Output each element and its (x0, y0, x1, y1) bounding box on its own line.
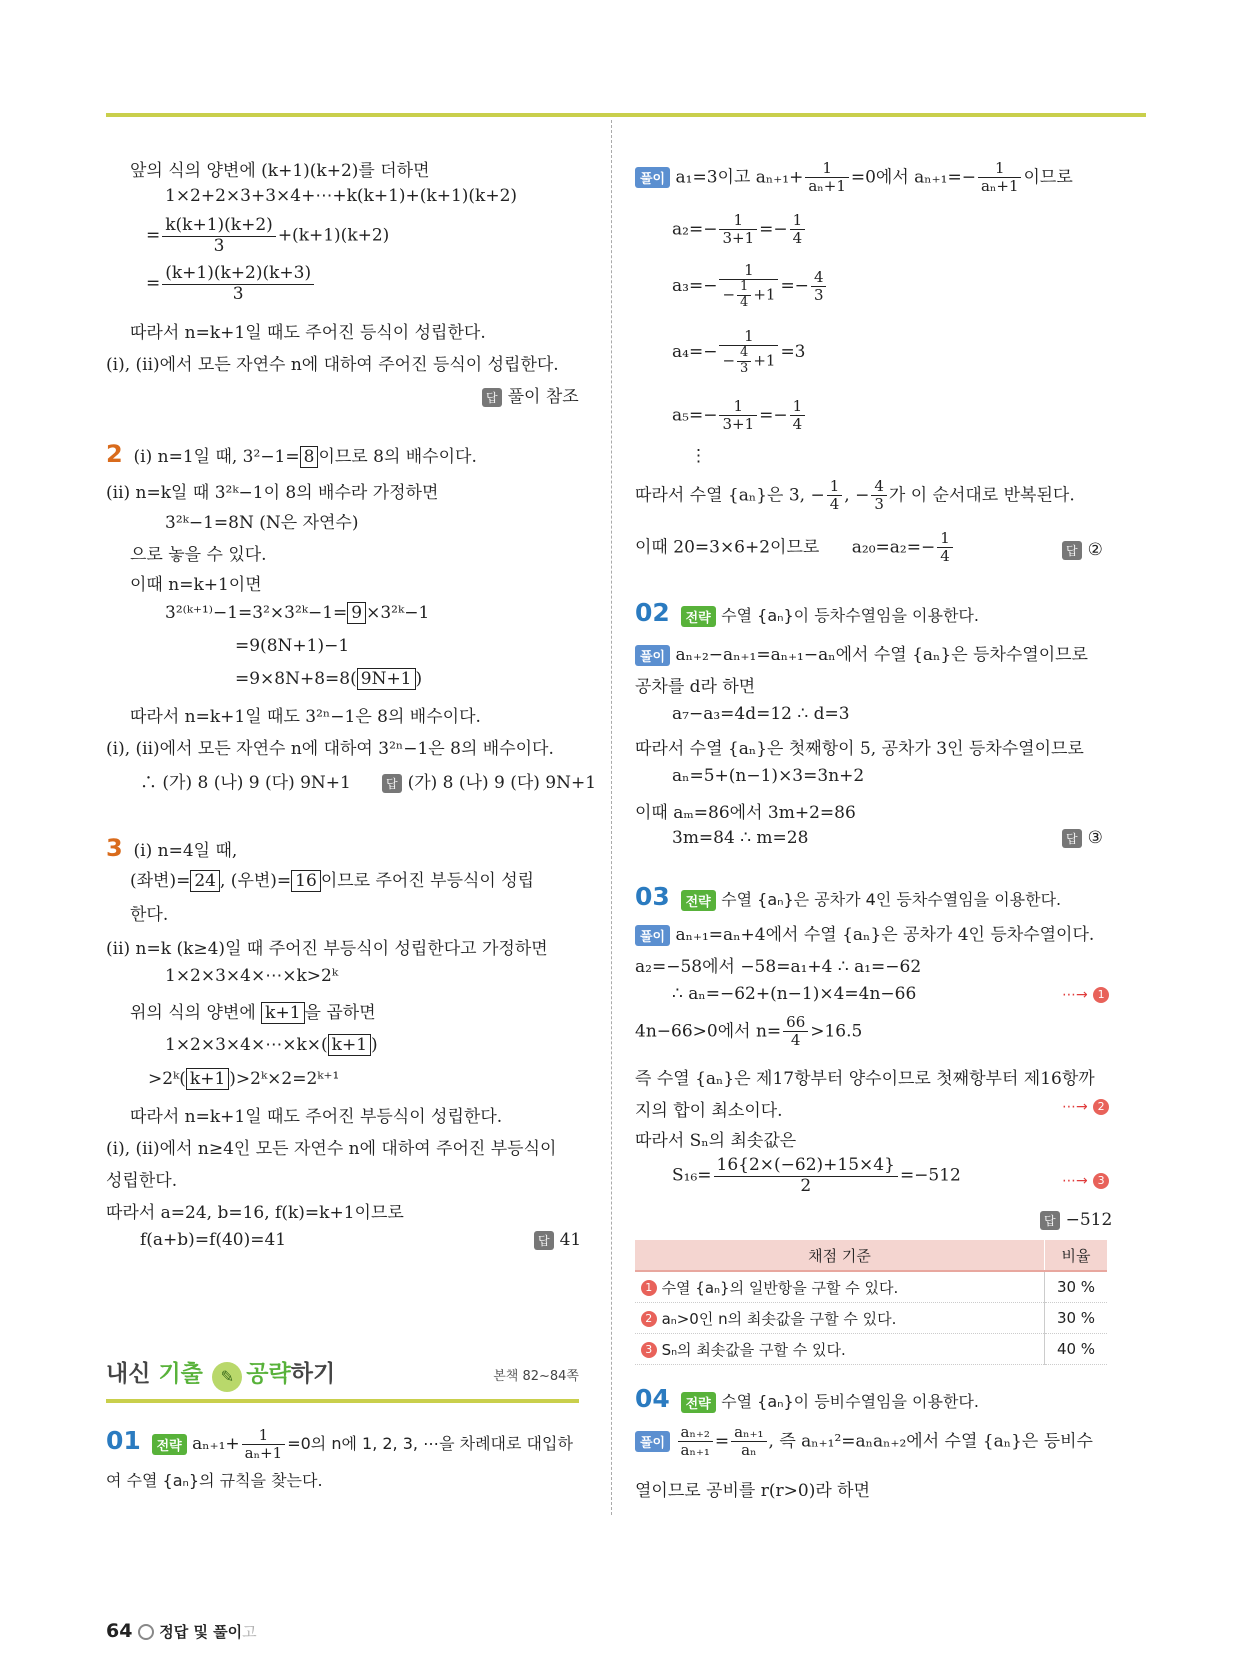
blank-box: k+1 (186, 1068, 229, 1090)
text-fragment: a₄=− (672, 342, 718, 363)
text-fragment: =3 (780, 342, 806, 363)
text-line: ∴ (가) 8 (나) 9 (다) 9N+1 (140, 773, 351, 793)
step-marker: 1 (1093, 987, 1109, 1003)
fraction-denominator: 3 (740, 361, 749, 377)
fraction-denominator: aₙ₊₁ (680, 1441, 710, 1460)
top-rule (106, 113, 1146, 117)
math-line (165, 1034, 378, 1056)
fraction-numerator: 1 (242, 1427, 286, 1445)
text-line: 3²ᵏ−1=8N (N은 자연수) (165, 513, 359, 533)
text-line: aₙ=5+(n−1)×3=3n+2 (672, 766, 865, 786)
text-line: 지의 합이 최소이다. (635, 1101, 783, 1121)
text-line: 따라서 n=k+1일 때도 3²ⁿ−1은 8의 배수이다. (130, 707, 481, 727)
fraction-numerator: k(k+1)(k+2) (162, 216, 276, 237)
footer-label: 정답 및 풀이 (159, 1623, 243, 1641)
solution-tag: 풀이 (635, 925, 670, 946)
fraction-denominator: aₙ+1 (244, 1444, 283, 1462)
text-line: 이때 n=k+1이면 (130, 575, 262, 595)
question-01-line (106, 1426, 573, 1462)
table-header-row (635, 1240, 1107, 1271)
fraction-numerator: 66 (783, 1014, 808, 1032)
text-line: 따라서 Sₙ의 최솟값은 (635, 1131, 797, 1151)
cell-text: 수열 {aₙ}의 일반항을 구할 수 있다. (661, 1278, 899, 1297)
text-line: a₂=−58에서 −58=a₁+4 ∴ a₁=−62 (635, 957, 922, 977)
text-fragment: a₂=− (672, 219, 718, 240)
table-cell (635, 1271, 1045, 1303)
text-fragment: a₅=− (672, 405, 718, 426)
section-rule (106, 1399, 579, 1403)
question-number: 04 (635, 1384, 670, 1413)
fraction-numerator: aₙ₊₂ (678, 1424, 713, 1442)
answer-icon: 답 (1040, 1211, 1060, 1230)
step-arrow: ⋯ (1062, 987, 1076, 1003)
math-line (635, 478, 1075, 514)
text-fragment: ) (415, 669, 423, 689)
answer-icon: 답 (1062, 829, 1082, 848)
section-title-part: 기출 (158, 1361, 203, 1387)
text-fragment: +1 (753, 285, 776, 304)
fraction-numerator: (k+1)(k+2)(k+3) (162, 264, 314, 285)
text-line: 즉 수열 {aₙ}은 제17항부터 양수이므로 첫째항부터 제16항까 (635, 1069, 1095, 1089)
text-line: a₇−a₃=4d=12 ∴ d=3 (672, 704, 850, 724)
fraction-denominator: 3+1 (722, 415, 755, 434)
fraction-denominator (719, 280, 778, 311)
fraction-numerator: 1 (805, 160, 849, 178)
math-line: = $\frac{k(k+1)(k+2)}{3}$ +(k+1)(k+2) (146, 215, 390, 256)
fraction-numerator: 1 (719, 398, 757, 416)
answer-text: (가) 8 (나) 9 (다) 9N+1 (407, 773, 597, 793)
strategy-tag: 전략 (681, 606, 716, 627)
question-03-line (635, 882, 1061, 911)
problem-2-line (106, 440, 477, 468)
text-fragment: =− (759, 405, 788, 426)
text-fragment: 이므로 8의 배수이다. (318, 447, 477, 467)
math-line (130, 866, 534, 892)
fraction-denominator: 4 (740, 295, 749, 311)
blank-box: 16 (291, 870, 321, 892)
text-fragment: aₙ₊₁+ (192, 1434, 240, 1454)
fraction-denominator: 2 (800, 1175, 812, 1196)
text-fragment: 이므로 주어진 부등식이 성립 (320, 871, 535, 891)
text-line: ∴ aₙ=−62+(n−1)×4=4n−66 (672, 984, 917, 1004)
column-divider (611, 120, 612, 1515)
text-fragment: aₙ₊₁=aₙ+4에서 수열 {aₙ}은 공차가 4인 등차수열이다. (675, 925, 1095, 945)
fraction-numerator: aₙ₊₁ (731, 1424, 766, 1442)
text-fragment: 이때 20=3×6+2이므로 (635, 537, 820, 558)
text-fragment: − (722, 351, 736, 370)
fraction-denominator: 3 (874, 495, 884, 514)
step-arrow: ⋯ (1062, 1099, 1076, 1115)
strategy-tag: 전략 (681, 1392, 716, 1413)
text-line: 따라서 a=24, b=16, f(k)=k+1이므로 (106, 1203, 404, 1223)
math-line (635, 640, 1088, 666)
text-line: 공차를 d라 하면 (635, 677, 756, 697)
scoring-step-2: ⋯→ 2 (1062, 1096, 1109, 1116)
fraction-denominator: 3+1 (722, 229, 755, 248)
fraction-denominator: 4 (792, 415, 803, 434)
answer-icon: 답 (1062, 541, 1082, 560)
page-footer (106, 1620, 257, 1642)
fraction-numerator: 1 (827, 478, 843, 496)
text-fragment: a₂₀=a₂=− (851, 537, 936, 558)
section-icon: ✎ (212, 1362, 242, 1392)
math-line: = $\frac{(k+1)(k+2)(k+3)}{3}$ (146, 264, 316, 304)
math-line (235, 668, 422, 690)
problem-3-line (106, 834, 237, 862)
table-header: 채점 기준 (635, 1240, 1045, 1271)
fraction-numerator: 4 (811, 269, 827, 287)
fraction-denominator: 4 (792, 229, 803, 248)
text-line: 열이므로 공비를 r(r>0)라 하면 (635, 1481, 871, 1501)
text-fragment: 4n−66>0에서 n= (635, 1021, 782, 1042)
solution-tag: 풀이 (635, 167, 670, 188)
answer-text: ② (1087, 540, 1103, 560)
fraction-denominator: 4 (790, 1031, 801, 1050)
text-line: 1×2×3×4×⋯×k>2ᵏ (165, 966, 339, 986)
text-line: (i), (ii)에서 n≥4인 모든 자연수 n에 대하여 주어진 부등식이 (106, 1139, 557, 1159)
table-row (635, 1334, 1107, 1365)
text-fragment: =0의 n에 1, 2, 3, ⋯을 차례대로 대입하 (287, 1434, 573, 1453)
text-line: 따라서 n=k+1일 때도 주어진 부등식이 성립한다. (130, 1107, 503, 1127)
text-fragment: = (714, 1431, 730, 1452)
step-marker: 1 (641, 1280, 657, 1296)
footer-circle-icon (138, 1624, 154, 1640)
strategy-tag: 전략 (681, 890, 716, 911)
blank-box: 9N+1 (357, 668, 416, 690)
table-cell: 30 % (1045, 1271, 1108, 1303)
cell-text: aₙ>0인 n의 최솟값을 구할 수 있다. (661, 1309, 897, 1328)
page-number: 64 (106, 1620, 133, 1642)
text-fragment: (i) n=1일 때, 3²−1= (133, 447, 300, 467)
math-line (672, 328, 806, 377)
question-04-line (635, 1384, 979, 1413)
fraction-denominator (719, 346, 778, 377)
text-line: f(a+b)=f(40)=41 (140, 1230, 287, 1250)
text-line: (i), (ii)에서 모든 자연수 n에 대하여 주어진 등식이 성립한다. (106, 355, 559, 375)
question-number: 02 (635, 598, 670, 627)
table-cell: 40 % (1045, 1334, 1108, 1365)
text-fragment: +(k+1)(k+2) (277, 225, 390, 246)
table-cell (635, 1334, 1045, 1365)
math-line (635, 530, 955, 566)
text-fragment: >16.5 (810, 1021, 863, 1042)
scoring-step-3: ⋯→ 3 (1062, 1170, 1109, 1190)
question-number: 03 (635, 882, 670, 911)
answer-icon: 답 (382, 774, 402, 793)
text-line: 따라서 수열 {aₙ}은 첫째항이 5, 공차가 3인 등차수열이므로 (635, 739, 1084, 759)
text-line: 앞의 식의 양변에 (k+1)(k+2)를 더하면 (130, 161, 430, 181)
footer-suffix: 고 (242, 1623, 257, 1641)
question-02-line (635, 598, 979, 627)
fraction-numerator: 1 (937, 530, 953, 548)
math-line (672, 1156, 961, 1196)
fraction-denominator: 4 (940, 547, 950, 566)
text-fragment: , (우변)= (220, 871, 292, 891)
math-line (148, 1068, 339, 1090)
fraction-denominator: aₙ+1 (980, 177, 1019, 196)
vertical-ellipsis: ⋮ (690, 446, 707, 466)
text-fragment: aₙ₊₂−aₙ₊₁=aₙ₊₁−aₙ에서 수열 {aₙ}은 등차수열이므로 (675, 645, 1088, 665)
text-fragment: =− (759, 219, 788, 240)
section-title-part: 내신 (106, 1361, 159, 1387)
step-marker: 3 (641, 1342, 657, 1358)
strategy-text: 수열 {aₙ}이 등차수열임을 이용한다. (721, 606, 979, 625)
fraction-numerator: 1 (719, 262, 778, 280)
step-marker: 3 (1093, 1173, 1109, 1189)
text-fragment: 따라서 수열 {aₙ}은 3, − (635, 485, 825, 506)
section-title-part: 공략 (246, 1361, 291, 1387)
fraction-numerator: 4 (871, 478, 887, 496)
fraction-numerator: 4 (737, 346, 751, 362)
math-line (635, 160, 1073, 196)
text-line: 1×2+2×3+3×4+⋯+k(k+1)+(k+1)(k+2) (165, 186, 518, 206)
fraction-denominator: 3 (213, 235, 225, 256)
table-row (635, 1271, 1107, 1303)
text-fragment: )>2ᵏ×2=2ᵏ⁺¹ (229, 1069, 340, 1089)
solution-tag: 풀이 (635, 645, 670, 666)
step-marker: 2 (641, 1311, 657, 1327)
section-header (106, 1355, 579, 1395)
text-fragment: 가 이 순서대로 반복된다. (888, 485, 1075, 506)
answer-text: 풀이 참조 (507, 387, 579, 407)
text-line: 한다. (130, 905, 169, 925)
strategy-text: 수열 {aₙ}이 등비수열임을 이용한다. (721, 1392, 979, 1411)
text-fragment: +1 (753, 351, 776, 370)
math-line (165, 602, 429, 624)
answer (1062, 828, 1103, 848)
fraction-numerator: 1 (790, 212, 806, 230)
fraction-numerator: 1 (978, 160, 1022, 178)
text-fragment: (좌변)= (130, 871, 191, 891)
strategy-text: 수열 {aₙ}은 공차가 4인 등차수열임을 이용한다. (721, 890, 1062, 909)
text-fragment: , − (844, 485, 870, 506)
answer-icon: 답 (482, 388, 502, 407)
text-line: 따라서 n=k+1일 때도 주어진 등식이 성립한다. (130, 323, 486, 343)
question-number: 01 (106, 1426, 141, 1455)
strategy-tag: 전략 (152, 1434, 187, 1455)
fraction-numerator: 1 (737, 280, 751, 296)
math-line (672, 262, 828, 311)
math-line (130, 998, 376, 1024)
cell-text: Sₙ의 최솟값을 구할 수 있다. (661, 1340, 846, 1359)
answer (1062, 540, 1103, 560)
answer-text: −512 (1065, 1210, 1113, 1230)
step-arrow: ⋯ (1062, 1173, 1076, 1189)
answer (534, 1230, 581, 1250)
fraction-denominator: aₙ+1 (808, 177, 846, 196)
text-fragment: =9×8N+8=8( (235, 669, 357, 689)
grading-table (635, 1240, 1107, 1365)
fraction-denominator: 4 (829, 495, 840, 514)
text-fragment: S₁₆= (672, 1165, 712, 1186)
math-line (635, 1424, 1093, 1460)
table-cell: 30 % (1045, 1303, 1108, 1334)
answer (482, 382, 579, 407)
table-header: 비율 (1045, 1240, 1108, 1271)
math-line (672, 212, 807, 248)
blank-box: 9 (347, 602, 366, 624)
fraction-denominator: aₙ (741, 1441, 757, 1460)
text-fragment: (i) n=4일 때, (133, 841, 238, 861)
text-fragment: =−512 (899, 1165, 961, 1186)
table-cell (635, 1303, 1045, 1334)
answer-icon: 답 (534, 1231, 554, 1250)
text-fragment: 이므로 (1023, 167, 1073, 188)
math-line (635, 1014, 862, 1050)
text-fragment: , 즉 aₙ₊₁²=aₙaₙ₊₂에서 수열 {aₙ}은 등비수 (768, 1431, 1093, 1452)
fraction-numerator: 1 (790, 398, 806, 416)
text-fragment: 3²⁽ᵏ⁺¹⁾−1=3²×3²ᵏ−1= (165, 603, 348, 623)
text-line: 3m=84 ∴ m=28 (672, 828, 809, 848)
text-line: (ii) n=k일 때 3²ᵏ−1이 8의 배수라 가정하면 (106, 483, 439, 503)
math-line (672, 398, 807, 434)
text-line: 여 수열 {aₙ}의 규칙을 찾는다. (106, 1471, 323, 1490)
math-line (635, 920, 1094, 946)
text-fragment: ) (371, 1035, 378, 1055)
solution-tag: 풀이 (635, 1431, 670, 1452)
answer (382, 768, 596, 793)
text-line: 이때 aₘ=86에서 3m+2=86 (635, 803, 856, 823)
blank-box: 24 (190, 870, 220, 892)
text-line: 성립한다. (106, 1171, 178, 1191)
text-line: (i), (ii)에서 모든 자연수 n에 대하여 3²ⁿ−1은 8의 배수이다. (106, 739, 554, 759)
text-fragment: a₃=− (672, 276, 718, 297)
text-fragment: 위의 식의 양변에 (130, 1003, 262, 1023)
answer-text: 41 (559, 1230, 582, 1250)
text-fragment: a₁=3이고 aₙ₊₁+ (675, 167, 804, 188)
text-fragment: − (722, 285, 736, 304)
text-fragment: 1×2×3×4×⋯×k×( (165, 1035, 328, 1055)
text-fragment: 을 곱하면 (304, 1003, 376, 1023)
blank-box: k+1 (261, 1002, 304, 1024)
text-line: 으로 놓을 수 있다. (130, 545, 267, 565)
blank-box: 8 (300, 446, 319, 468)
fraction-numerator: 16{2×(−62)+15×4} (714, 1156, 898, 1177)
scoring-step-1: ⋯→ 1 (1062, 984, 1109, 1004)
problem-number: 2 (106, 440, 123, 468)
text-fragment: ×3²ᵏ−1 (366, 603, 430, 623)
fraction-numerator: 1 (719, 212, 757, 230)
step-marker: 2 (1093, 1099, 1109, 1115)
answer (1040, 1210, 1112, 1230)
problem-number: 3 (106, 834, 123, 862)
answer-text: ③ (1087, 828, 1103, 848)
text-line: (ii) n=k (k≥4)일 때 주어진 부등식이 성립한다고 가정하면 (106, 939, 548, 959)
table-row (635, 1303, 1107, 1334)
section-title-part: 하기 (290, 1361, 336, 1387)
fraction-numerator: 1 (719, 328, 778, 346)
section-page-ref: 본책 82~84쪽 (493, 1369, 579, 1384)
fraction-denominator: 3 (813, 286, 824, 305)
blank-box: k+1 (328, 1034, 371, 1056)
text-line: =9(8N+1)−1 (235, 636, 350, 656)
text-fragment: =0에서 aₙ₊₁=− (850, 167, 976, 188)
text-fragment: >2ᵏ( (148, 1069, 186, 1089)
fraction-denominator: 3 (232, 283, 244, 304)
text-fragment: =− (780, 276, 809, 297)
